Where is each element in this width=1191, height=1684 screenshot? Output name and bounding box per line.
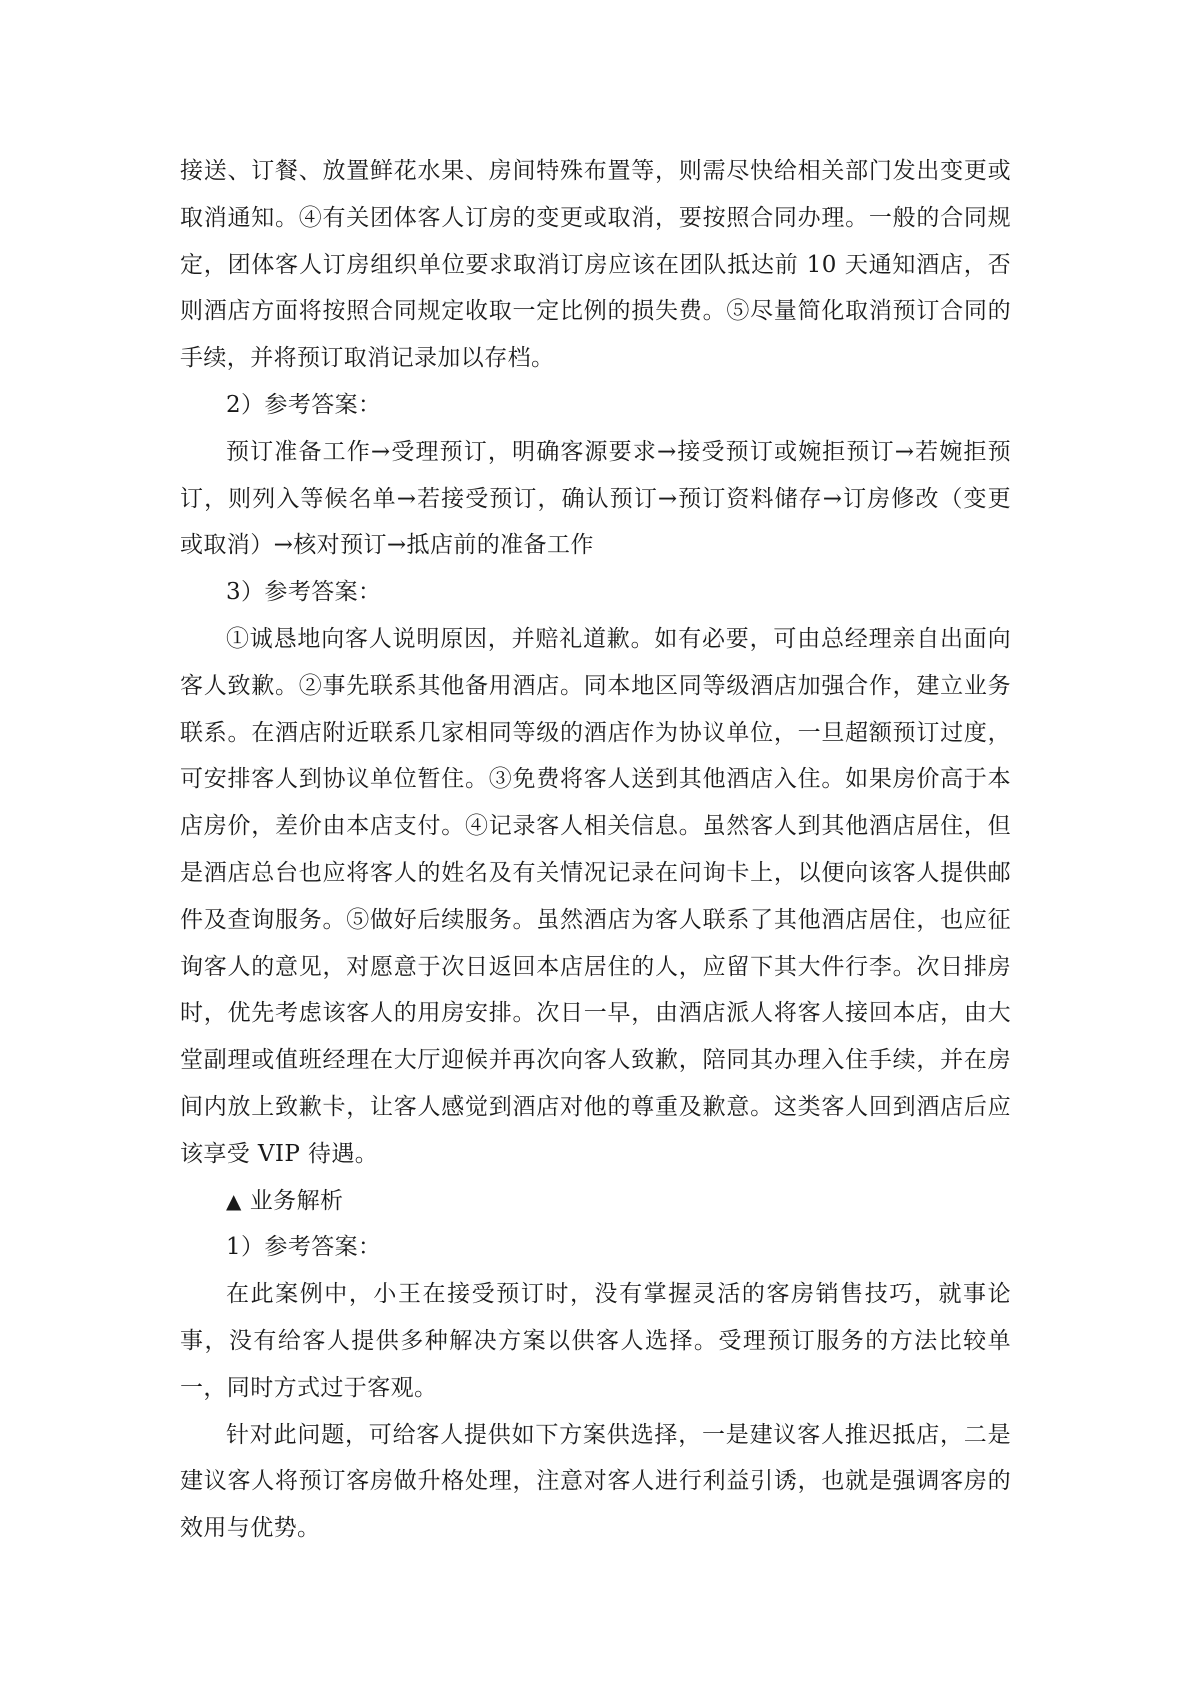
answer-heading-2: 2）参考答案： [226, 391, 382, 418]
document-body [180, 148, 1011, 1552]
section-title: 业务解析 [249, 1187, 344, 1214]
paragraph-continuation: 接送、订餐、放置鲜花水果、房间特殊布置等，则需尽快给相关部门发出变更或取消通知。④有关团体客人订房的变更或取消，要按照合同办理。一般的合同规定，团体客人订房组织单位要求取消订房应该在团队抵达前 10 天通知酒店，否则酒店方面将按照合同规定收取一定比例的损失费。⑤尽量简化取消预订合同的手续，并将预订取消记录加以存档。 [180, 158, 1011, 372]
paragraph-booking-process: 预订准备工作→受理预订，明确客源要求→接受预订或婉拒预订→若婉拒预订，则列入等候名单→若接受预订，确认预订→预订资料储存→订房修改（变更或取消）→核对预订→抵店前的准备工作 [180, 438, 1011, 559]
paragraph-case-analysis: 在此案例中，小王在接受预订时，没有掌握灵活的客房销售技巧，就事论事，没有给客人提供多种解决方案以供客人选择。受理预订服务的方法比较单一，同时方式过于客观。 [180, 1281, 1011, 1401]
paragraph-solution: 针对此问题，可给客人提供如下方案供选择，一是建议客人推迟抵店，二是建议客人将预订客房做升格处理，注意对客人进行利益引诱，也就是强调客房的效用与优势。 [180, 1421, 1011, 1542]
triangle-icon: ▲ [226, 1188, 242, 1213]
paragraph-overbooking-handling: ①诚恳地向客人说明原因，并赔礼道歉。如有必要，可由总经理亲自出面向客人致歉。②事先联系其他备用酒店。同本地区同等级酒店加强合作，建立业务联系。在酒店附近联系几家相同等级的酒店作为协议单位，一旦超额预订过度，可安排客人到协议单位暂住。③免费将客人送到其他酒店入住。如果房价高于本店房价，差价由本店支付。④记录客人相关信息。虽然客人到其他酒店居住，但是酒店总台也应将客人的姓名及有关情况记录在问询卡上，以便向该客人提供邮件及查询服务。⑤做好后续服务。虽然酒店为客人联系了其他酒店居住，也应征询客人的意见，对愿意于次日返回本店居住的人，应留下其大件行李。次日排房时，优先考虑该客人的用房安排。次日一早，由酒店派人将客人接回本店，由大堂副理或值班经理在大厅迎候并再次向客人致歉，陪同其办理入住手续，并在房间内放上致歉卡，让客人感觉到酒店对他的尊重及歉意。这类客人回到酒店后应该享受 VIP 待遇。 [180, 625, 1011, 1167]
answer-heading-3: 3）参考答案： [226, 579, 382, 606]
answer-heading-1: 1）参考答案： [226, 1234, 382, 1261]
section-heading [180, 1178, 1011, 1225]
